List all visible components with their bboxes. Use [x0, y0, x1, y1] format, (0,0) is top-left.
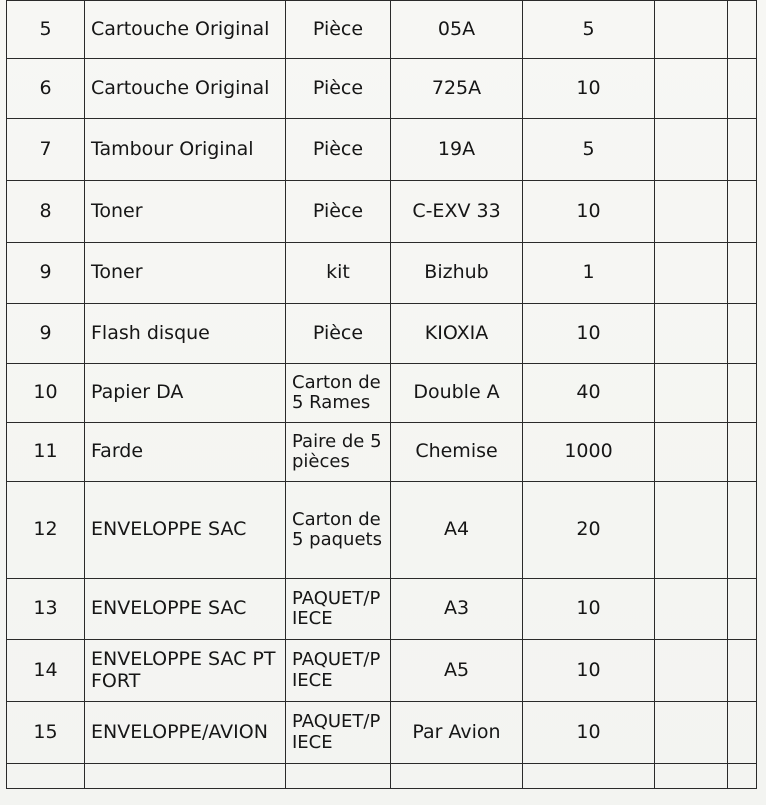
cell-reference: 05A: [391, 1, 523, 59]
cell-unit: [286, 423, 391, 482]
cell-reference: Par Avion: [391, 702, 523, 764]
cell-empty: [728, 640, 757, 702]
cell-unit-line: 5 Rames: [292, 392, 371, 413]
cell-reference: A4: [391, 482, 523, 579]
cell-reference: 725A: [391, 59, 523, 119]
table-row: [7, 243, 757, 304]
cell-unit: Pièce: [286, 304, 391, 364]
cell-empty: [655, 364, 728, 423]
cell-reference: A3: [391, 579, 523, 640]
table-row: [7, 1, 757, 59]
cell-number: 14: [7, 640, 85, 702]
cell-unit: Pièce: [286, 1, 391, 59]
table-row: [7, 119, 757, 181]
cell-designation: Flash disque: [85, 304, 286, 364]
cell-number: 13: [7, 579, 85, 640]
cell-empty: [728, 482, 757, 579]
cell-designation: Tambour Original: [85, 119, 286, 181]
cell-quantity: 5: [523, 1, 655, 59]
cell-empty: [655, 423, 728, 482]
cell-unit-line: Carton de: [292, 508, 381, 530]
cell-unit-line: IECE: [292, 608, 333, 629]
cell-unit-line: Carton de: [292, 371, 381, 393]
cell-quantity: 10: [523, 640, 655, 702]
cell-unit: [286, 579, 391, 640]
cell-designation-line: FORT: [91, 669, 141, 692]
cell-number: 15: [7, 702, 85, 764]
cell-empty: [391, 764, 523, 789]
cell-empty: [655, 702, 728, 764]
cell-number: 7: [7, 119, 85, 181]
cell-unit: kit: [286, 243, 391, 304]
table-row: [7, 702, 757, 764]
cell-designation-line: ENVELOPPE SAC PT: [91, 648, 276, 671]
cell-empty: [655, 181, 728, 243]
cell-empty: [728, 364, 757, 423]
table-row: [7, 364, 757, 423]
cell-empty: [655, 764, 728, 789]
cell-empty: [728, 59, 757, 119]
cell-designation: ENVELOPPE/AVION: [85, 702, 286, 764]
cell-empty: [728, 702, 757, 764]
cell-empty: [655, 482, 728, 579]
cell-number: 9: [7, 304, 85, 364]
cell-number: 5: [7, 1, 85, 59]
cell-empty: [728, 579, 757, 640]
cell-empty: [655, 304, 728, 364]
cell-number: 9: [7, 243, 85, 304]
table-row: [7, 423, 757, 482]
cell-empty: [655, 243, 728, 304]
cell-empty: [728, 764, 757, 789]
cell-designation: Cartouche Original: [85, 59, 286, 119]
cell-unit: [286, 482, 391, 579]
cell-number: 10: [7, 364, 85, 423]
table-row: [7, 181, 757, 243]
cell-number: 6: [7, 59, 85, 119]
cell-unit-line: IECE: [292, 669, 333, 691]
cell-empty: [728, 304, 757, 364]
cell-number: 11: [7, 423, 85, 482]
cell-unit: [286, 702, 391, 764]
cell-designation: ENVELOPPE SAC: [85, 579, 286, 640]
cell-empty: [728, 1, 757, 59]
cell-unit: [286, 640, 391, 702]
cell-designation: Cartouche Original: [85, 1, 286, 59]
cell-empty: [728, 181, 757, 243]
cell-unit-line: PAQUET/P: [292, 587, 381, 609]
cell-quantity: 10: [523, 181, 655, 243]
cell-unit: Pièce: [286, 119, 391, 181]
cell-empty: [7, 764, 85, 789]
cell-quantity: 1: [523, 243, 655, 304]
cell-number: 8: [7, 181, 85, 243]
cell-designation: Papier DA: [85, 364, 286, 423]
cell-number: 12: [7, 482, 85, 579]
cell-designation: ENVELOPPE SAC: [85, 482, 286, 579]
cell-empty: [655, 119, 728, 181]
cell-empty: [655, 1, 728, 59]
cell-designation: Toner: [85, 181, 286, 243]
cell-designation: Farde: [85, 423, 286, 482]
cell-quantity: 10: [523, 304, 655, 364]
cell-empty: [728, 243, 757, 304]
cell-quantity: 1000: [523, 423, 655, 482]
cell-unit: Pièce: [286, 181, 391, 243]
cell-reference: C-EXV 33: [391, 181, 523, 243]
cell-reference: Chemise: [391, 423, 523, 482]
cell-unit-line: 5 paquets: [292, 529, 382, 550]
cell-quantity: 20: [523, 482, 655, 579]
cell-quantity: 40: [523, 364, 655, 423]
cell-reference: Bizhub: [391, 243, 523, 304]
cell-empty: [728, 119, 757, 181]
cell-quantity: 10: [523, 579, 655, 640]
cell-empty: [523, 764, 655, 789]
cell-designation: [85, 640, 286, 702]
table-row: [7, 59, 757, 119]
cell-empty: [728, 423, 757, 482]
cell-empty: [655, 640, 728, 702]
cell-designation: Toner: [85, 243, 286, 304]
cell-reference: 19A: [391, 119, 523, 181]
cell-quantity: 10: [523, 702, 655, 764]
cell-unit-line: pièces: [292, 451, 350, 472]
cell-unit-line: PAQUET/P: [292, 649, 381, 671]
cell-reference: Double A: [391, 364, 523, 423]
cell-empty: [655, 579, 728, 640]
cell-unit-line: Paire de 5: [292, 430, 382, 452]
cell-unit: [286, 364, 391, 423]
cell-empty: [286, 764, 391, 789]
cell-empty: [85, 764, 286, 789]
cell-unit-line: PAQUET/P: [292, 711, 381, 733]
cell-empty: [655, 59, 728, 119]
cell-reference: A5: [391, 640, 523, 702]
table-row-partial: [7, 764, 757, 789]
cell-quantity: 5: [523, 119, 655, 181]
cell-unit-line: IECE: [292, 731, 333, 753]
table-row: [7, 640, 757, 702]
cell-quantity: 10: [523, 59, 655, 119]
table-row: [7, 579, 757, 640]
order-items-table: [6, 0, 757, 789]
table-row: [7, 482, 757, 579]
table-row: [7, 304, 757, 364]
cell-reference: KIOXIA: [391, 304, 523, 364]
cell-unit: Pièce: [286, 59, 391, 119]
